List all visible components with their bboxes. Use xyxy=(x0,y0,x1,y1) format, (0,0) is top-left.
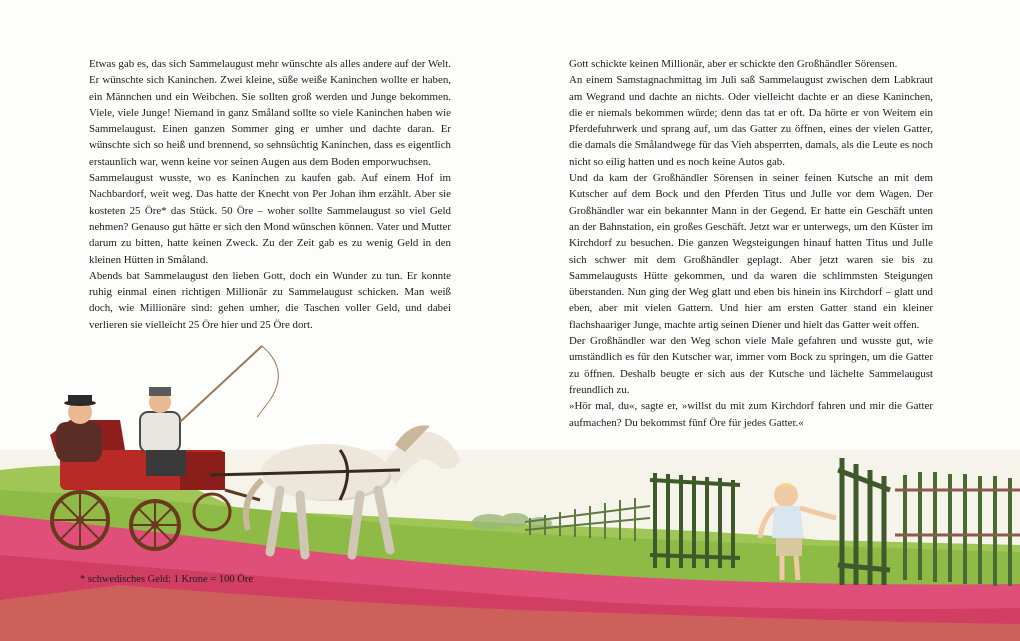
paragraph: Der Großhändler war den Weg schon viele Male gefahren und wusste gut, wie umständlich es für den Kutscher war, immer vom Bock zu springen, um die Gatter zu öffnen. Deshalb beugte er sich aus der Kutsche und lächelte Sammelaugust freundlich zu. xyxy=(569,335,933,396)
paragraph: Abends bat Sammelaugust den lieben Gott, doch ein Wunder zu tun. Er konnte ruhig einmal einen richtigen Millionär zu Sammelaugust schicken. Man weiß doch, wie Millionäre sind: gehen umher, die Taschen voller Geld, und dabei verlieren sie vielleicht 25 Öre hier und 25 Öre dort. xyxy=(89,269,451,331)
left-page-text xyxy=(89,56,451,333)
footnote: * schwedisches Geld: 1 Krone = 100 Öre xyxy=(80,574,254,585)
paragraph: Etwas gab es, das sich Sammelaugust mehr wünschte als alles andere auf der Welt. Er wünschte sich Kaninchen. Zwei kleine, süße weiße Kaninchen wollte er haben, ein Männchen und ein Weibchen. Sie sollten groß werden und Junge bekommen. Viele, viele Junge! Niemand in ganz Småland sollte so viele Kaninchen haben wie Sammelaugust. Einen ganzen Sommer ging er umher und dachte daran. Er wünschte sich so heiß und brennend, so sehnsüchtig Kaninchen, dass es eigentlich erstaunlich war, wenn keine vor seinen Augen aus dem Boden emporwuchsen. xyxy=(89,58,451,168)
paragraph: Und da kam der Großhändler Sörensen in seiner feinen Kutsche an mit dem Kutscher auf dem Bock und den Pferden Titus und Julle vor dem Wagen. Der Großhändler war ein bekannter Mann in der Gegend. Er hatte ein Geschäft unten an der Bahnstation, ein großes Geschäft. Jetzt war er unterwegs, um den Küster im Kirchdorf zu besuchen. Die ganzen Wegsteigungen hinauf hatten Titus und Julle sich schwer mit dem Großhändler geplagt. Aber jetzt waren sie bis zu Sammelaugusts Hütte gekommen, und da waren die schlimmsten Steigungen überstanden. Nun ging der Weg glatt und eben bis hinein ins Kirchdorf – glatt und eben, aber mit vielen Gattern. Und hier am ersten Gatter stand ein kleiner flachshaariger Junge, machte artig seinen Diener und hielt das Gatter weit offen. xyxy=(569,172,933,331)
paragraph: An einem Samstagnachmittag im Juli saß Sammelaugust zwischen dem Labkraut am Wegrand und dachte an nichts. Oder vielleicht dachte er an diese Kaninchen, die er niemals bekommen würde; denn das tat er oft. Da hörte er von Weitem ein Pferdefuhrwerk und sprang auf, um das Gatter zu öffnen, eines der vielen Gatter, die damals die Smålandwege für das Vieh absperrten, damals, als die Leute es noch nicht so eilig hatten und es noch keine Autos gab. xyxy=(569,74,933,168)
paragraph: Gott schickte keinen Millionär, aber er schickte den Großhändler Sörensen. xyxy=(569,58,898,70)
paragraph: Sammelaugust wusste, wo es Kaninchen zu kaufen gab. Auf einem Hof im Nachbardorf, weit weg. Das hatte der Knecht von Per Johan ihm erzählt. Aber sie kosteten 25 Öre* das Stück. 50 Öre – woher sollte Sammelaugust so viel Geld nehmen? Genauso gut hätte er sich den Mond wünschen können. Vater und Mutter darum zu bitten, hatte keinen Zweck. Zu der Zeit gab es zu wenig Geld in den kleinen Hütten in Småland. xyxy=(89,172,451,266)
paragraph: »Hör mal, du«, sagte er, »willst du mit zum Kirchdorf fahren und mir die Gatter aufmachen? Du bekommst fünf Öre für jedes Gatter.« xyxy=(569,400,933,429)
right-page-text xyxy=(569,56,933,431)
